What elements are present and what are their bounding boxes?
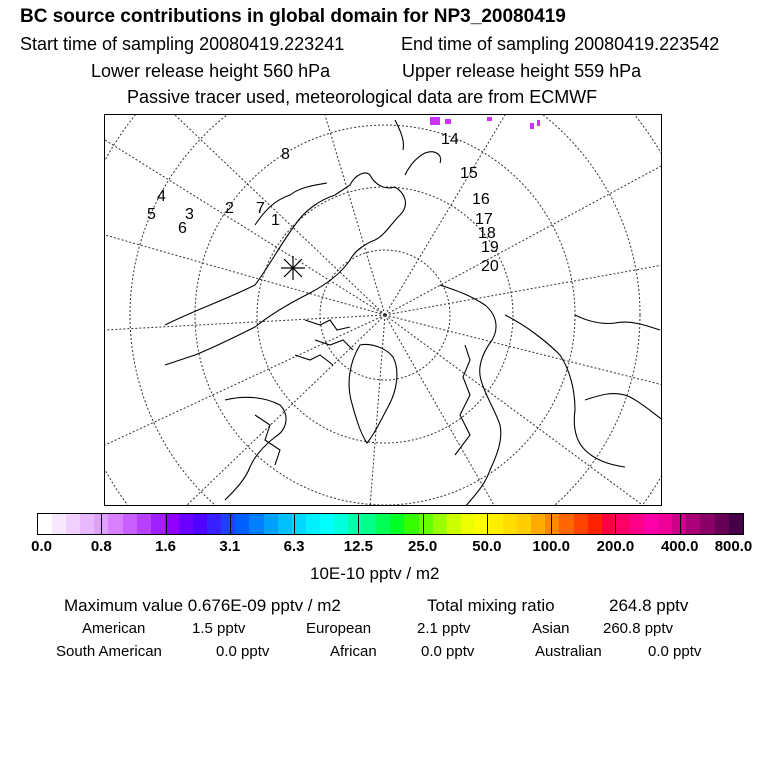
- map-canvas: [105, 115, 662, 506]
- colorbar-tick-label: 3.1: [219, 538, 241, 555]
- region-label-african: African: [330, 643, 377, 660]
- colorbar-tick-label: 0.8: [90, 538, 112, 555]
- coastlines: [165, 120, 662, 506]
- colorbar-swatch: [80, 514, 94, 534]
- colorbar-tick-label: 200.0: [596, 538, 635, 555]
- colorbar-swatch: [545, 514, 559, 534]
- tracer-plume: [430, 117, 540, 129]
- colorbar-unit-label: 10E-10 pptv / m2: [310, 564, 440, 583]
- day-labels: [147, 131, 499, 275]
- colorbar: [37, 513, 744, 535]
- day-label: 15: [460, 165, 478, 182]
- day-label: 18: [478, 225, 496, 242]
- colorbar-swatch: [404, 514, 418, 534]
- colorbar-swatch: [419, 514, 433, 534]
- colorbar-swatch: [235, 514, 249, 534]
- colorbar-swatch: [52, 514, 66, 534]
- colorbar-swatch: [658, 514, 672, 534]
- day-label: 6: [178, 220, 187, 237]
- colorbar-swatch: [461, 514, 475, 534]
- region-value-european: 2.1 pptv: [417, 620, 471, 637]
- colorbar-swatch: [503, 514, 517, 534]
- colorbar-swatch: [66, 514, 80, 534]
- colorbar-swatch: [672, 514, 686, 534]
- region-label-asian: Asian: [532, 620, 570, 637]
- map-panel: [104, 114, 662, 506]
- colorbar-tick-label: 800.0: [714, 538, 753, 555]
- tracer-note: Passive tracer used, meteorological data are from ECMWF: [127, 87, 598, 107]
- max-value-label: Maximum value 0.676E-09 pptv / m2: [64, 596, 341, 615]
- region-label-australian: Australian: [535, 643, 602, 660]
- region-value-asian: 260.8 pptv: [603, 620, 674, 637]
- region-label-european: European: [306, 620, 372, 637]
- colorbar-swatch: [108, 514, 122, 534]
- colorbar-swatch: [94, 514, 108, 534]
- region-label-south-american: South American: [56, 643, 162, 660]
- colorbar-swatch: [221, 514, 235, 534]
- colorbar-swatch: [616, 514, 630, 534]
- colorbar-swatch: [306, 514, 320, 534]
- colorbar-swatch: [475, 514, 489, 534]
- total-mixing-value: 264.8 pptv: [609, 596, 689, 615]
- colorbar-swatch: [602, 514, 616, 534]
- colorbar-swatch: [151, 514, 165, 534]
- total-mixing-label: Total mixing ratio: [427, 596, 555, 615]
- colorbar-tick-label: 400.0: [660, 538, 699, 555]
- colorbar-tick-label: 0.0: [31, 538, 53, 555]
- colorbar-swatch: [588, 514, 602, 534]
- end-time-label: End time of sampling 20080419.223542: [401, 34, 720, 54]
- colorbar-swatch: [686, 514, 700, 534]
- region-label-american: American: [82, 620, 146, 637]
- colorbar-tick-label: 25.0: [408, 538, 438, 555]
- region-value-african: 0.0 pptv: [421, 643, 475, 660]
- day-label: 3: [185, 206, 194, 223]
- day-label: 2: [225, 200, 234, 217]
- colorbar-tick-label: 50.0: [472, 538, 502, 555]
- colorbar-swatch: [278, 514, 292, 534]
- colorbar-swatch: [137, 514, 151, 534]
- colorbar-swatch: [334, 514, 348, 534]
- day-label: 16: [472, 191, 490, 208]
- colorbar-swatch: [630, 514, 644, 534]
- colorbar-swatch: [38, 514, 52, 534]
- colorbar-swatch: [264, 514, 278, 534]
- colorbar-swatch: [193, 514, 207, 534]
- colorbar-tick-label: 1.6: [155, 538, 176, 555]
- colorbar-swatch: [390, 514, 404, 534]
- colorbar-tick-label: 100.0: [532, 538, 570, 555]
- colorbar-swatch: [574, 514, 588, 534]
- colorbar-swatch: [362, 514, 376, 534]
- colorbar-swatch: [179, 514, 193, 534]
- day-label: 7: [256, 200, 265, 217]
- colorbar-swatch: [531, 514, 545, 534]
- colorbar-swatch: [729, 514, 743, 534]
- colorbar-swatch: [123, 514, 137, 534]
- start-time-label: Start time of sampling 20080419.223241: [20, 34, 345, 54]
- graticule: [105, 115, 662, 506]
- day-label: 14: [441, 131, 459, 148]
- region-value-south-american: 0.0 pptv: [216, 643, 270, 660]
- colorbar-swatch: [644, 514, 658, 534]
- colorbar-swatch: [348, 514, 362, 534]
- colorbar-swatch: [489, 514, 503, 534]
- region-value-australian: 0.0 pptv: [648, 643, 702, 660]
- colorbar-swatch: [320, 514, 334, 534]
- colorbar-swatch: [715, 514, 729, 534]
- colorbar-swatch: [700, 514, 714, 534]
- lower-release-label: Lower release height 560 hPa: [91, 61, 331, 81]
- region-value-american: 1.5 pptv: [192, 620, 246, 637]
- figure-title: BC source contributions in global domain for NP3_20080419: [20, 6, 566, 27]
- colorbar-swatch: [249, 514, 263, 534]
- colorbar-swatch: [207, 514, 221, 534]
- day-label: 4: [157, 188, 166, 205]
- colorbar-tick-label: 6.3: [283, 538, 305, 555]
- colorbar-swatch: [376, 514, 390, 534]
- colorbar-swatch: [517, 514, 531, 534]
- colorbar-swatch: [292, 514, 306, 534]
- colorbar-tick-label: 12.5: [343, 538, 373, 555]
- colorbar-swatch: [559, 514, 573, 534]
- day-label: 1: [271, 212, 280, 229]
- upper-release-label: Upper release height 559 hPa: [402, 61, 642, 81]
- day-label: 17: [475, 211, 493, 228]
- release-point-marker: [281, 256, 305, 280]
- day-label: 8: [281, 146, 290, 163]
- colorbar-swatch: [165, 514, 179, 534]
- day-label: 19: [481, 239, 499, 256]
- colorbar-swatch: [433, 514, 447, 534]
- day-label: 20: [481, 258, 499, 275]
- colorbar-swatch: [447, 514, 461, 534]
- day-label: 5: [147, 206, 156, 223]
